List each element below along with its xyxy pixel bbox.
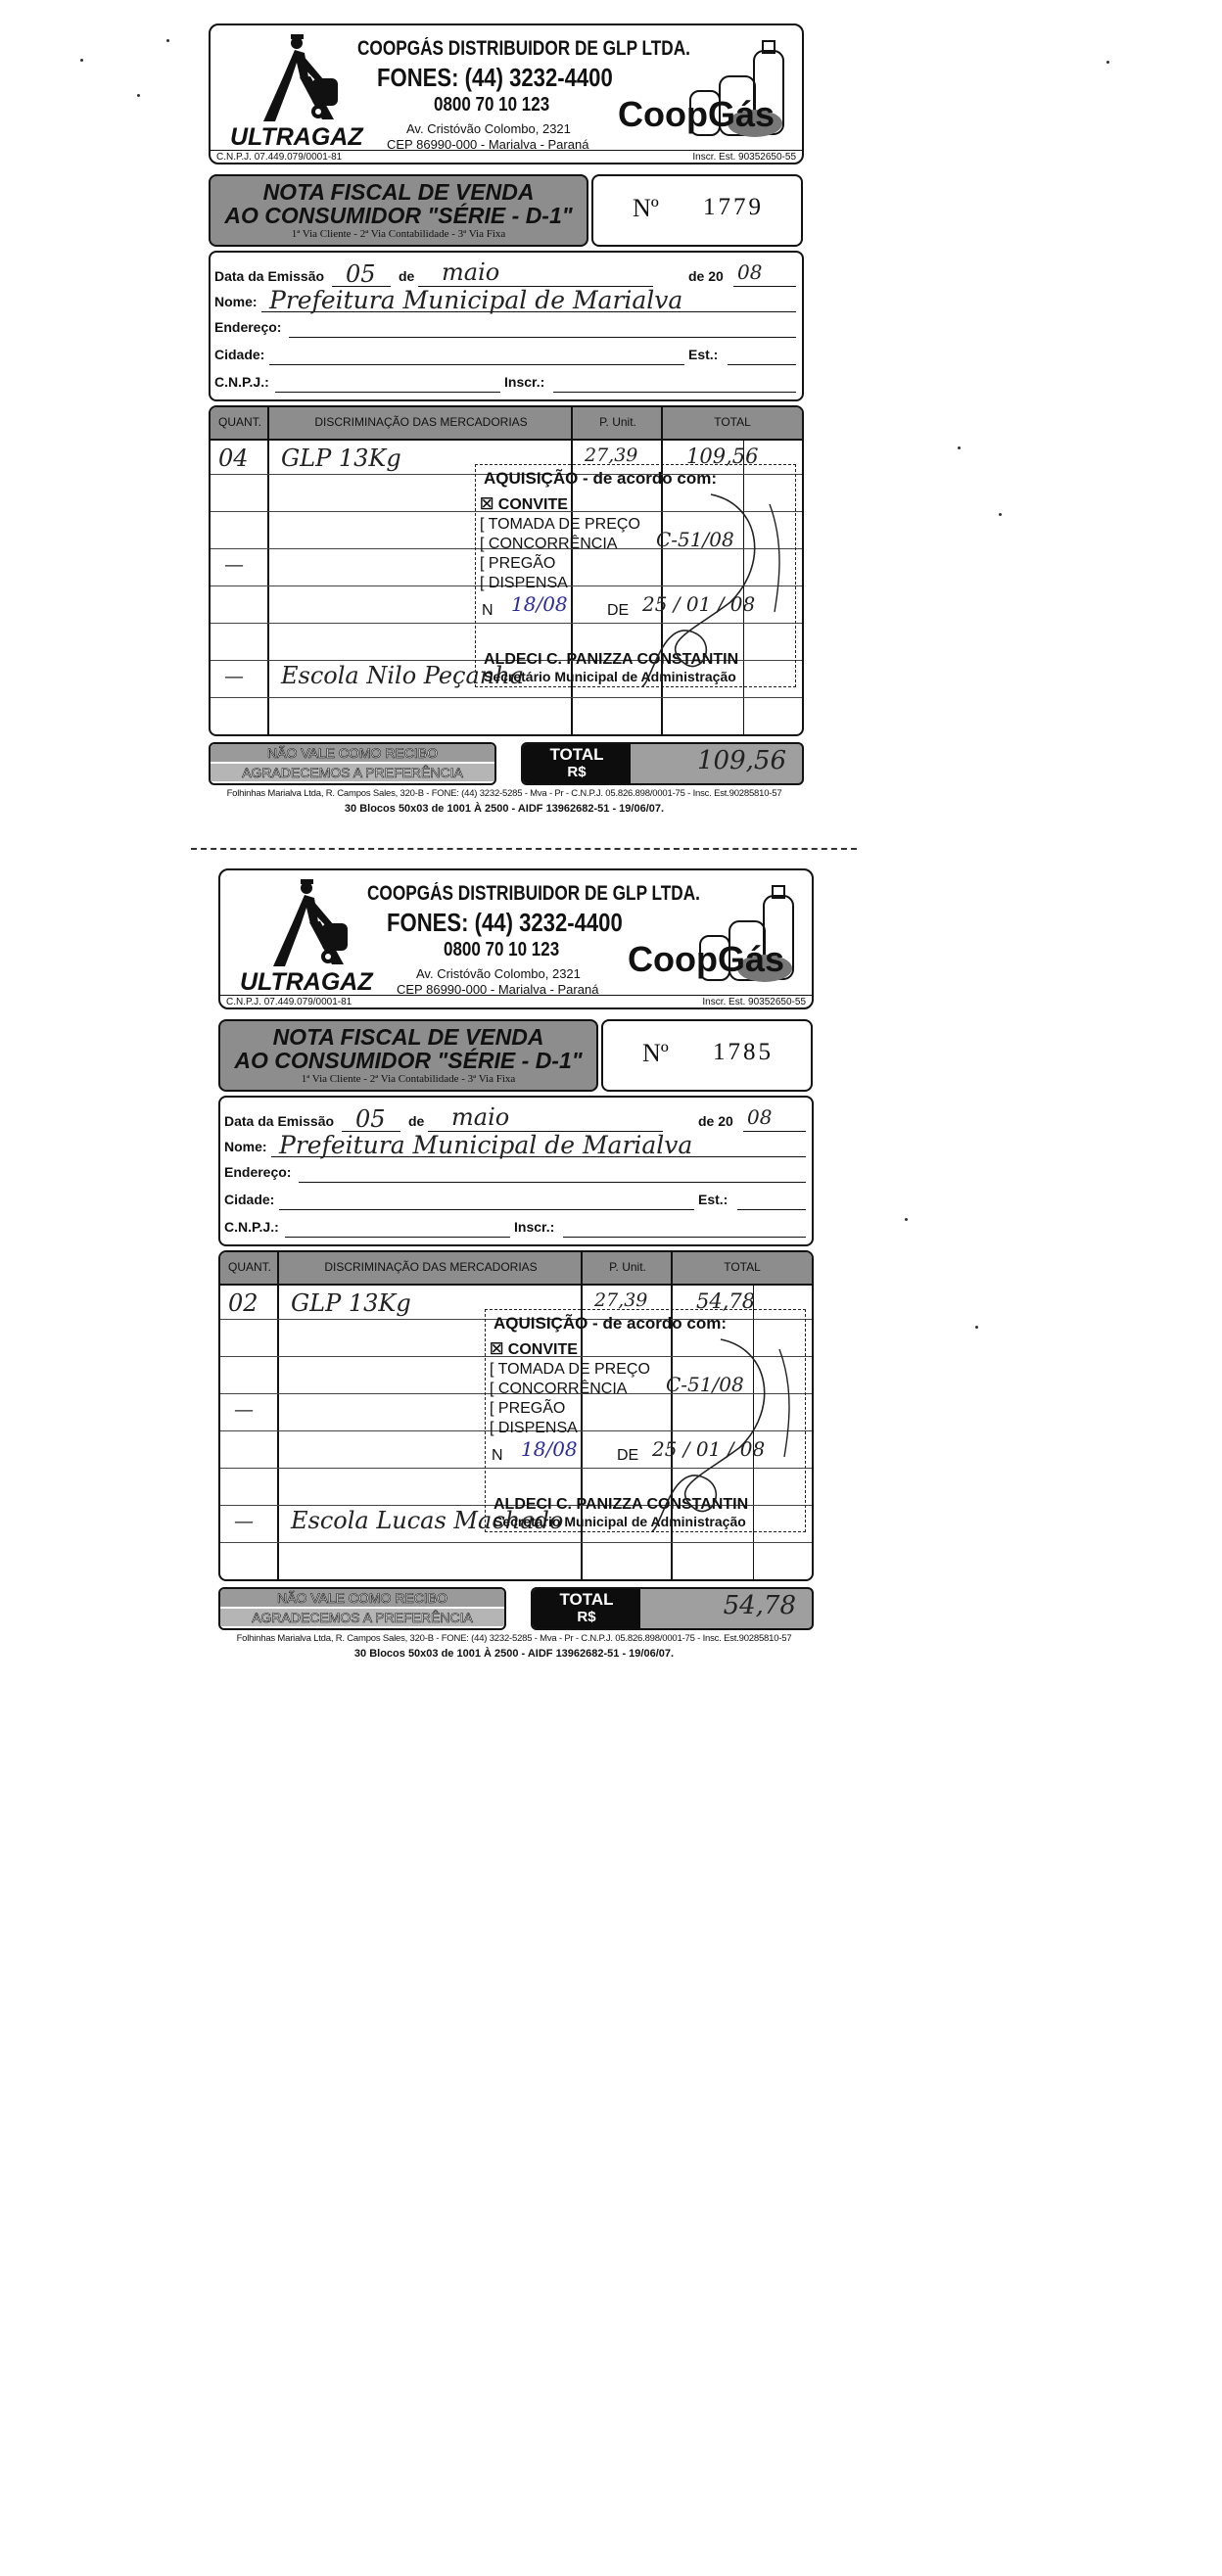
- items-table: [209, 405, 804, 736]
- scan-speck: [137, 94, 140, 97]
- inscr-line: [563, 1237, 806, 1238]
- footer-notice-box: [209, 742, 496, 785]
- scan-speck: [999, 513, 1002, 516]
- checkbox-concorrencia: [ CONCORRÊNCIA: [490, 1381, 628, 1397]
- concorrencia-label: CONCORRÊNCIA: [497, 1381, 628, 1397]
- invoice-title: NOTA FISCAL DE VENDA: [272, 1024, 544, 1050]
- company-cnpj: C.N.P.J. 07.449.079/0001-81: [216, 152, 343, 163]
- stamp-signer: ALDECI C. PANIZZA CONSTANTIN: [484, 651, 739, 668]
- printer-info: Folhinhas Marialva Ltda, R. Campos Sales, 320-B - FONE: (44) 3232-5285 - Mva - Pr - C.N.P.J. 05.826.898/0001-75 - Insc. Est.90285810-57: [236, 1633, 792, 1644]
- item-description: GLP 13Kg: [281, 445, 401, 472]
- company-phone: FONES: (44) 3232-4400: [387, 908, 623, 937]
- printing-authorization: 30 Blocos 50x03 de 1001 À 2500 - AIDF 13962682-51 - 19/06/07.: [353, 1648, 675, 1660]
- number-sign: Nº: [642, 1039, 669, 1067]
- company-tollfree: 0800 70 10 123: [444, 939, 560, 960]
- issue-year-line: [743, 1131, 806, 1132]
- checkbox-convite: ☒ CONVITE: [480, 496, 568, 513]
- col-divider-1: [277, 1252, 279, 1579]
- item-quantity: 02: [228, 1289, 258, 1317]
- issue-date-label: Data da Emissão: [224, 1113, 335, 1129]
- stamp-role: Secretário Municipal de Administração: [494, 1514, 746, 1529]
- ultragaz-delivery-man-icon: [246, 33, 344, 127]
- city-line: [269, 364, 684, 365]
- header-registration-strip: [220, 995, 812, 1008]
- items-header: [220, 1252, 812, 1286]
- items-header: [211, 407, 802, 441]
- company-phone: FONES: (44) 3232-4400: [377, 63, 613, 92]
- issue-de-label: de: [408, 1113, 425, 1129]
- col-unit-price: P. Unit.: [599, 415, 636, 429]
- address-label: Endereço:: [214, 319, 282, 335]
- item-description: GLP 13Kg: [291, 1289, 411, 1317]
- company-address-street: Av. Cristóvão Colombo, 2321: [416, 966, 581, 981]
- checkbox-tomada: [ TOMADA DE PREÇO: [490, 1361, 650, 1378]
- total-label: TOTAL: [549, 745, 604, 764]
- company-name: COOPGÁS DISTRIBUIDOR DE GLP LTDA.: [367, 882, 700, 905]
- inscr-line: [553, 392, 796, 393]
- address-line: [289, 337, 796, 338]
- issue-de-label: de: [399, 268, 415, 284]
- ultragaz-brand: ULTRAGAZ: [240, 968, 373, 996]
- stamp-signer: ALDECI C. PANIZZA CONSTANTIN: [494, 1496, 749, 1513]
- col-qty: QUANT.: [217, 415, 261, 429]
- convite-label: CONVITE: [497, 496, 568, 513]
- checkbox-dispensa: [ DISPENSA: [480, 575, 568, 591]
- issue-year: 08: [737, 260, 763, 284]
- checkbox-pregao: [ PREGÃO: [490, 1400, 566, 1417]
- total-label-block: [523, 744, 631, 783]
- stamp-date-value: 25 / 01 / 08: [642, 592, 756, 616]
- dispensa-label: DISPENSA: [497, 1420, 578, 1436]
- stamp-n-label: N: [482, 602, 494, 619]
- stamp-n-value: 18/08: [521, 1437, 578, 1461]
- signature-scribble: [584, 1330, 799, 1531]
- col-total: TOTAL: [714, 415, 751, 429]
- checkbox-convite: ☒ CONVITE: [490, 1341, 578, 1358]
- checkbox-dispensa: [ DISPENSA: [490, 1420, 578, 1436]
- cnpj-line: [285, 1237, 510, 1238]
- items-table: [218, 1250, 814, 1581]
- dispensa-label: DISPENSA: [488, 575, 568, 591]
- printer-info: Folhinhas Marialva Ltda, R. Campos Sales, 320-B - FONE: (44) 3232-5285 - Mva - Pr - C.N.P.J. 05.826.898/0001-75 - Insc. Est.90285810-57: [226, 788, 782, 799]
- company-tollfree: 0800 70 10 123: [434, 94, 550, 116]
- total-value: 54,78: [723, 1591, 796, 1620]
- total-currency: R$: [567, 764, 587, 780]
- col-description: DISCRIMINAÇÃO DAS MERCADORIAS: [314, 415, 528, 429]
- coopgas-brand: CoopGás: [618, 94, 776, 134]
- acquisition-stamp: [485, 1309, 806, 1532]
- stamp-role: Secretário Municipal de Administração: [484, 669, 736, 684]
- invoice-receipt-2: [10, 845, 1222, 2576]
- invoice-title: NOTA FISCAL DE VENDA: [262, 179, 535, 205]
- ultragaz-delivery-man-icon: [256, 878, 353, 972]
- company-name: COOPGÁS DISTRIBUIDOR DE GLP LTDA.: [357, 37, 690, 60]
- total-box: [521, 742, 804, 785]
- footer-notice-box: [218, 1587, 506, 1630]
- issue-date-label: Data da Emissão: [214, 268, 325, 284]
- checkbox-concorrencia: [ CONCORRÊNCIA: [480, 536, 618, 552]
- total-label-block: [533, 1589, 640, 1628]
- col-unit-price: P. Unit.: [609, 1260, 646, 1274]
- issue-year-label: de 20: [698, 1113, 733, 1129]
- item-total: 54,78: [696, 1289, 756, 1313]
- col-description: DISCRIMINAÇÃO DAS MERCADORIAS: [324, 1260, 538, 1274]
- ultragaz-brand: ULTRAGAZ: [230, 123, 363, 151]
- school-name: Escola Lucas Machado: [291, 1507, 564, 1534]
- city-line: [279, 1209, 694, 1210]
- invoice-title-box: [209, 174, 588, 247]
- company-state-registration: Inscr. Est. 90352650-55: [692, 152, 796, 163]
- company-address-city: CEP 86990-000 - Marialva - Paraná: [387, 137, 589, 152]
- row-dash-2: —: [234, 1509, 254, 1532]
- header-box: [209, 23, 804, 164]
- row-line-7: [220, 1542, 812, 1543]
- row-dash-2: —: [224, 664, 244, 687]
- address-line: [299, 1182, 806, 1183]
- invoice-number: 1785: [713, 1039, 774, 1065]
- checkbox-tomada: [ TOMADA DE PREÇO: [480, 516, 640, 533]
- name-label: Nome:: [224, 1139, 267, 1154]
- state-line: [728, 364, 796, 365]
- coopgas-brand: CoopGás: [628, 939, 785, 979]
- issue-day: 05: [355, 1105, 386, 1133]
- concorrencia-ref: C-51/08: [666, 1373, 744, 1396]
- concorrencia-ref: C-51/08: [656, 528, 734, 551]
- invoice-number: 1779: [703, 194, 764, 220]
- checkbox-pregao: [ PREGÃO: [480, 555, 556, 572]
- school-name: Escola Nilo Peçanha: [281, 662, 525, 689]
- name-label: Nome:: [214, 294, 258, 309]
- cnpj-line: [275, 392, 500, 393]
- scan-speck: [1106, 61, 1109, 64]
- item-quantity: 04: [218, 445, 249, 472]
- invoice-number-box: [601, 1019, 813, 1092]
- inscr-label: Inscr.:: [504, 374, 545, 390]
- not-a-receipt-notice: NÃO VALE COMO RECIBO: [220, 1589, 504, 1607]
- invoice-series: AO CONSUMIDOR "SÉRIE - D-1": [234, 1048, 583, 1073]
- invoice-copies-note: 1ª Via Cliente - 2ª Via Contabilidade - 3ª Via Fixa: [301, 1073, 516, 1085]
- header-box: [218, 868, 814, 1009]
- stamp-de-label: DE: [607, 602, 630, 619]
- acquisition-stamp: [475, 464, 796, 687]
- stamp-title: AQUISIÇÃO - de acordo com:: [484, 469, 718, 488]
- col-total: TOTAL: [724, 1260, 761, 1274]
- scan-speck: [958, 446, 961, 449]
- cnpj-label: C.N.P.J.:: [224, 1219, 279, 1235]
- col-qty: QUANT.: [227, 1260, 271, 1274]
- cnpj-label: C.N.P.J.:: [214, 374, 269, 390]
- pregao-label: PREGÃO: [488, 555, 556, 572]
- item-total: 109,56: [686, 445, 759, 468]
- invoice-number-box: [591, 174, 803, 247]
- issue-month: maio: [451, 1103, 510, 1131]
- invoice-copies-note: 1ª Via Cliente - 2ª Via Contabilidade - 3ª Via Fixa: [291, 228, 506, 240]
- scan-speck: [905, 1218, 908, 1221]
- issue-year: 08: [747, 1105, 773, 1129]
- tomada-label: TOMADA DE PREÇO: [488, 516, 640, 533]
- scan-speck: [80, 59, 83, 62]
- company-state-registration: Inscr. Est. 90352650-55: [702, 997, 806, 1007]
- item-unit-price: 27,39: [594, 1289, 648, 1311]
- convite-label: CONVITE: [507, 1341, 578, 1358]
- client-info-box: [218, 1096, 814, 1246]
- scan-speck: [166, 39, 169, 42]
- company-cnpj: C.N.P.J. 07.449.079/0001-81: [226, 997, 352, 1007]
- issue-day: 05: [346, 260, 376, 288]
- stamp-de-label: DE: [617, 1447, 639, 1464]
- item-unit-price: 27,39: [585, 445, 638, 466]
- signature-scribble: [574, 485, 789, 686]
- invoice-title-box: [218, 1019, 598, 1092]
- invoice-series: AO CONSUMIDOR "SÉRIE - D-1": [224, 203, 573, 228]
- total-box: [531, 1587, 814, 1630]
- total-value: 109,56: [697, 746, 786, 775]
- issue-year-line: [733, 286, 796, 287]
- row-dash-1: —: [234, 1397, 254, 1421]
- issue-month: maio: [442, 258, 500, 286]
- stamp-date-value: 25 / 01 / 08: [652, 1437, 766, 1461]
- inscr-label: Inscr.:: [514, 1219, 555, 1235]
- printing-authorization: 30 Blocos 50x03 de 1001 À 2500 - AIDF 13962682-51 - 19/06/07.: [344, 803, 665, 815]
- total-currency: R$: [577, 1609, 596, 1625]
- col-divider-1: [267, 407, 269, 734]
- row-line-7: [211, 697, 802, 698]
- thanks-notice: AGRADECEMOS A PREFERÊNCIA: [211, 764, 494, 781]
- row-dash-1: —: [224, 552, 244, 576]
- client-info-box: [209, 251, 804, 401]
- company-address-street: Av. Cristóvão Colombo, 2321: [406, 121, 571, 136]
- total-label: TOTAL: [559, 1590, 614, 1609]
- client-name: Prefeitura Municipal de Marialva: [269, 286, 683, 314]
- not-a-receipt-notice: NÃO VALE COMO RECIBO: [211, 744, 494, 762]
- number-sign: Nº: [633, 194, 659, 222]
- stamp-n-label: N: [492, 1447, 503, 1464]
- concorrencia-label: CONCORRÊNCIA: [488, 536, 618, 552]
- thanks-notice: AGRADECEMOS A PREFERÊNCIA: [220, 1609, 504, 1626]
- state-label: Est.:: [698, 1192, 728, 1207]
- header-registration-strip: [211, 150, 802, 164]
- stamp-n-value: 18/08: [511, 592, 568, 616]
- pregao-label: PREGÃO: [497, 1400, 566, 1417]
- issue-year-label: de 20: [688, 268, 724, 284]
- tomada-label: TOMADA DE PREÇO: [497, 1361, 650, 1378]
- city-label: Cidade:: [224, 1192, 275, 1207]
- city-label: Cidade:: [214, 347, 265, 362]
- stamp-title: AQUISIÇÃO - de acordo com:: [494, 1314, 728, 1333]
- client-name: Prefeitura Municipal de Marialva: [279, 1131, 693, 1159]
- company-address-city: CEP 86990-000 - Marialva - Paraná: [397, 982, 599, 997]
- scan-speck: [975, 1326, 978, 1329]
- address-label: Endereço:: [224, 1164, 292, 1180]
- state-label: Est.:: [688, 347, 719, 362]
- state-line: [737, 1209, 806, 1210]
